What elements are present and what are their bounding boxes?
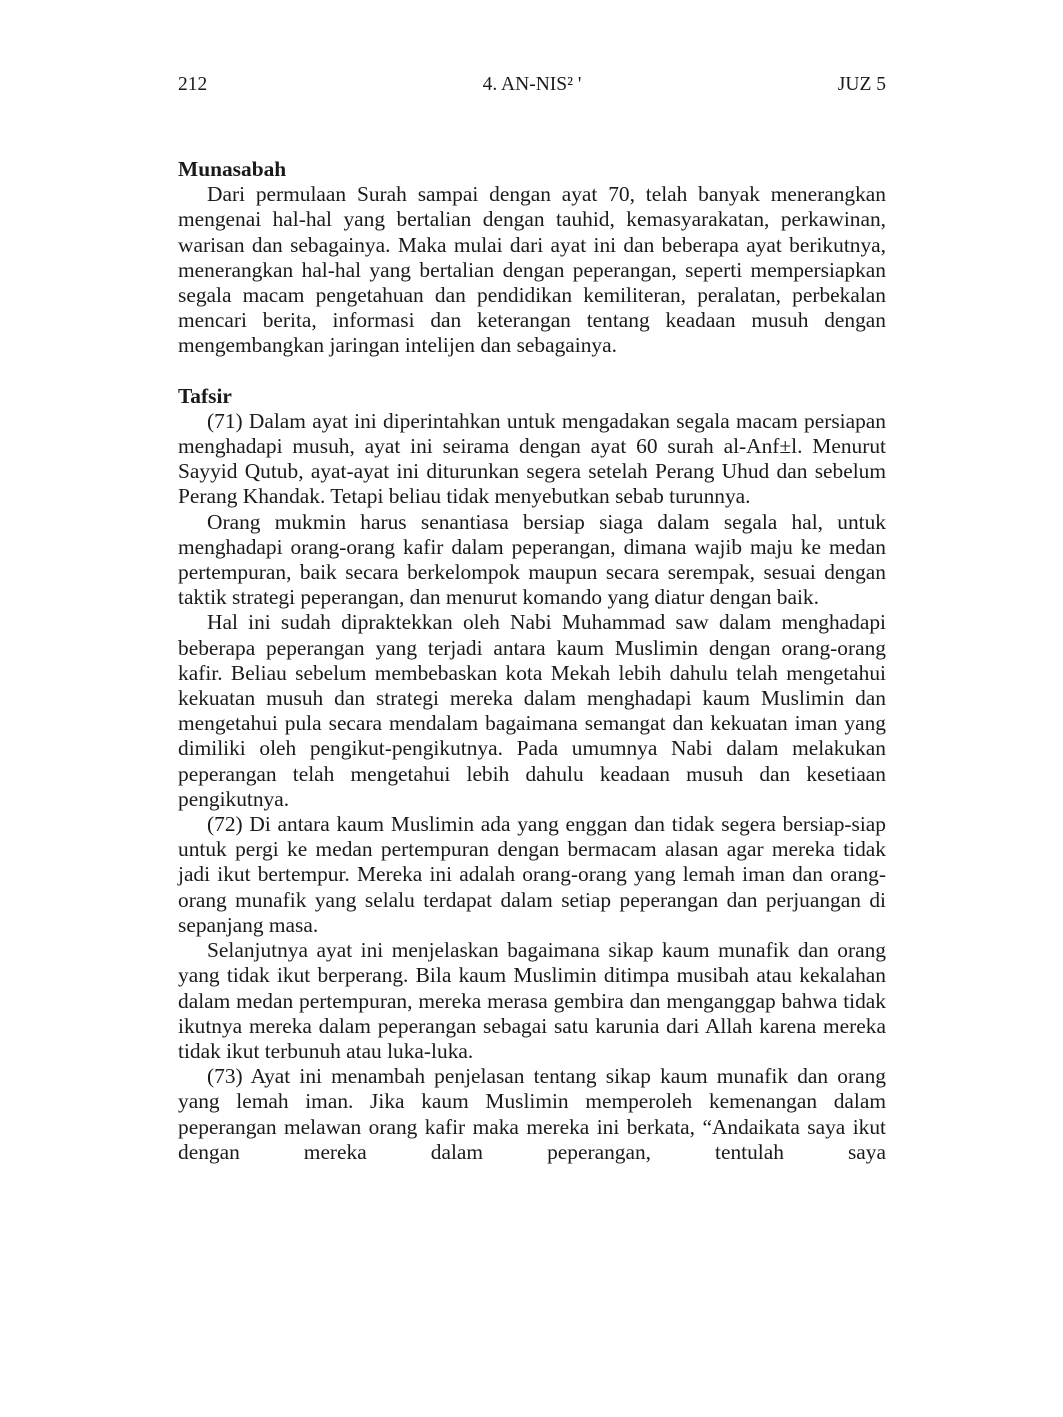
tafsir-section xyxy=(178,384,886,1165)
page-number: 212 xyxy=(178,74,208,95)
section-spacer xyxy=(178,359,886,384)
tafsir-paragraph-3: Hal ini sudah dipraktekkan oleh Nabi Muhammad saw dalam menghadapi beberapa peperangan yang terjadi antara kaum Muslimin dengan orang-orang kafir. Beliau sebelum membebaskan kota Mekah lebih dahulu telah mengetahui kekuatan musuh dan strategi mereka dalam menghadapi kaum Muslimin dan mengetahui pula secara mendalam bagaimana semangat dan kekuatan iman yang dimiliki oleh pengikut-pengikutnya. Pada umumnya Nabi dalam melakukan peperangan telah mengetahui lebih dahulu keadaan musuh dan kesetiaan pengikutnya. xyxy=(178,610,886,811)
chapter-title: 4. AN-NIS² ' xyxy=(482,74,582,95)
munasabah-section xyxy=(178,157,886,359)
munasabah-paragraph-1: Dari permulaan Surah sampai dengan ayat 70, telah banyak menerangkan mengenai hal-hal yang bertalian dengan tauhid, kemasyarakatan, perkawinan, warisan dan sebagainya. Maka mulai dari ayat ini dan beberapa ayat berikutnya, menerangkan hal-hal yang bertalian dengan peperangan, seperti mempersiapkan segala macam pengetahuan dan pendidikan kemiliteran, peralatan, perbekalan mencari berita, informasi dan keterangan tentang keadaan musuh dengan mengembangkan jaringan intelijen dan sebagainya. xyxy=(178,182,886,358)
tafsir-paragraph-71: (71) Dalam ayat ini diperintahkan untuk mengadakan segala macam persiapan menghadapi musuh, ayat ini seirama dengan ayat 60 surah al-Anf±l. Menurut Sayyid Qutub, ayat-ayat ini diturunkan segera setelah Perang Uhud dan sebelum Perang Khandak. Tetapi beliau tidak menyebutkan sebab turunnya. xyxy=(178,408,886,509)
juz-label: JUZ 5 xyxy=(837,74,886,95)
tafsir-paragraph-2: Orang mukmin harus senantiasa bersiap siaga dalam segala hal, untuk menghadapi orang-orang kafir dalam peperangan, dimana wajib maju ke medan pertempuran, baik secara berkelompok maupun secara serempak, sesuai dengan taktik strategi peperangan, dan menurut komando yang diatur dengan baik. xyxy=(178,509,886,610)
page-body xyxy=(178,157,886,1165)
section-heading-tafsir: Tafsir xyxy=(178,383,232,408)
tafsir-paragraph-73: (73) Ayat ini menambah penjelasan tentang sikap kaum munafik dan orang yang lemah iman. Jika kaum Muslimin memperoleh kemenangan dalam peperangan melawan orang kafir maka mereka ini berkata, “Andaikata saya ikut dengan mereka dalam peperangan, tentulah saya xyxy=(178,1064,886,1164)
tafsir-paragraph-5: Selanjutnya ayat ini menjelaskan bagaimana sikap kaum munafik dan orang yang tidak ikut berperang. Bila kaum Muslimin ditimpa musibah atau kekalahan dalam medan pertempuran, mereka merasa gembira dan menganggap bahwa tidak ikutnya mereka dalam peperangan sebagai satu karunia dari Allah karena mereka tidak ikut terbunuh atau luka-luka. xyxy=(178,938,886,1063)
tafsir-paragraph-72: (72) Di antara kaum Muslimin ada yang enggan dan tidak segera bersiap-siap untuk pergi ke medan pertempuran dengan bermacam alasan agar mereka tidak jadi ikut bertempur. Mereka ini adalah orang-orang yang lemah iman dan orang-orang munafik yang selalu terdapat dalam setiap peperangan dan perjuangan di sepanjang masa. xyxy=(178,812,886,937)
section-heading-munasabah: Munasabah xyxy=(178,157,287,181)
running-header xyxy=(178,72,886,98)
